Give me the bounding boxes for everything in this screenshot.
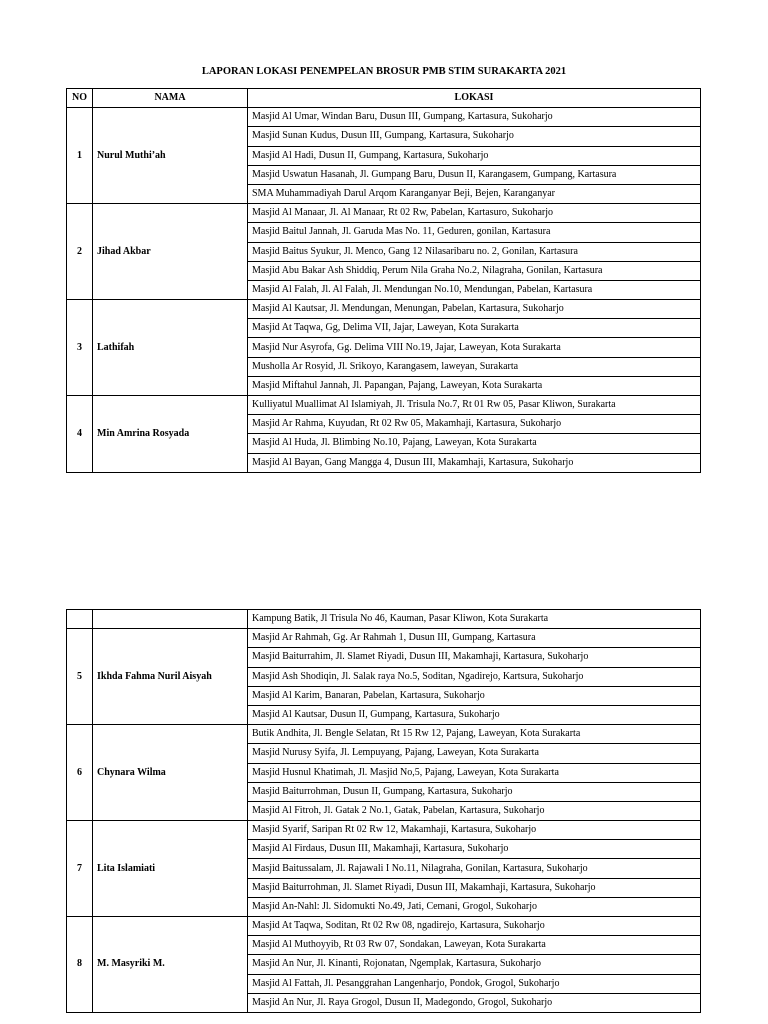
location-table-page-2 <box>66 609 701 1013</box>
row-location: Masjid At Taqwa, Soditan, Rt 02 Rw 08, ngadirejo, Kartasura, Sukoharjo <box>248 917 701 936</box>
row-location: Masjid Al Fattah, Jl. Pesanggrahan Langenharjo, Pondok, Grogol, Sukoharjo <box>248 974 701 993</box>
table-row <box>67 396 701 415</box>
row-name: Lathifah <box>93 300 248 396</box>
table-header-row <box>67 89 701 108</box>
row-location: Masjid Nur Asyrofa, Gg. Delima VIII No.19, Jajar, Laweyan, Kota Surakarta <box>248 338 701 357</box>
row-name <box>93 610 248 629</box>
location-table-page-1 <box>66 88 701 473</box>
row-location: Masjid Al Huda, Jl. Blimbing No.10, Pajang, Laweyan, Kota Surakarta <box>248 434 701 453</box>
table-row <box>67 629 701 648</box>
row-location: Masjid Baitus Syukur, Jl. Menco, Gang 12 Nilasaribaru no. 2, Gonilan, Kartasura <box>248 242 701 261</box>
row-number: 8 <box>67 917 93 1013</box>
row-location: Masjid Baiturrahim, Jl. Slamet Riyadi, Dusun III, Makamhaji, Kartasura, Sukoharjo <box>248 648 701 667</box>
table-row <box>67 300 701 319</box>
row-name: Jihad Akbar <box>93 204 248 300</box>
row-name: Ikhda Fahma Nuril Aisyah <box>93 629 248 725</box>
row-location: Masjid An Nur, Jl. Raya Grogol, Dusun II, Madegondo, Grogol, Sukoharjo <box>248 993 701 1012</box>
row-location: SMA Muhammadiyah Darul Arqom Karanganyar Beji, Bejen, Karanganyar <box>248 184 701 203</box>
row-location: Masjid Al Muthoyyib, Rt 03 Rw 07, Sondakan, Laweyan, Kota Surakarta <box>248 936 701 955</box>
row-location: Masjid Abu Bakar Ash Shiddiq, Perum Nila Graha No.2, Nilagraha, Gonilan, Kartasura <box>248 261 701 280</box>
table-row <box>67 610 701 629</box>
row-location: Masjid Al Bayan, Gang Mangga 4, Dusun III, Makamhaji, Kartasura, Sukoharjo <box>248 453 701 472</box>
row-number <box>67 610 93 629</box>
table-row <box>67 108 701 127</box>
row-location: Masjid Ar Rahma, Kuyudan, Rt 02 Rw 05, Makamhaji, Kartasura, Sukoharjo <box>248 415 701 434</box>
row-location: Masjid Al Kautsar, Dusun II, Gumpang, Kartasura, Sukoharjo <box>248 705 701 724</box>
row-name: Min Amrina Rosyada <box>93 396 248 473</box>
row-location: Masjid Sunan Kudus, Dusun III, Gumpang, Kartasura, Sukoharjo <box>248 127 701 146</box>
row-location: Masjid Al Manaar, Jl. Al Manaar, Rt 02 Rw, Pabelan, Kartasuro, Sukoharjo <box>248 204 701 223</box>
row-number: 1 <box>67 108 93 204</box>
row-location: Butik Andhita, Jl. Bengle Selatan, Rt 15 Rw 12, Pajang, Laweyan, Kota Surakarta <box>248 725 701 744</box>
row-location: Masjid Miftahul Jannah, Jl. Papangan, Pajang, Laweyan, Kota Surakarta <box>248 376 701 395</box>
header-no: NO <box>67 89 93 108</box>
row-location: Masjid Al Falah, Jl. Al Falah, Jl. Mendungan No.10, Mendungan, Pabelan, Kartasura <box>248 280 701 299</box>
row-name: Chynara Wilma <box>93 725 248 821</box>
table-row <box>67 204 701 223</box>
report-title: LAPORAN LOKASI PENEMPELAN BROSUR PMB STIM SURAKARTA 2021 <box>201 66 567 77</box>
header-lokasi: LOKASI <box>248 89 701 108</box>
row-number: 4 <box>67 396 93 473</box>
row-location: Masjid Baitussalam, Jl. Rajawali I No.11, Nilagraha, Gonilan, Kartasura, Sukoharjo <box>248 859 701 878</box>
row-location: Masjid An Nur, Jl. Kinanti, Rojonatan, Ngemplak, Kartasura, Sukoharjo <box>248 955 701 974</box>
row-location: Masjid At Taqwa, Gg, Delima VII, Jajar, Laweyan, Kota Surakarta <box>248 319 701 338</box>
row-name: Nurul Muthi’ah <box>93 108 248 204</box>
row-location: Masjid Al Karim, Banaran, Pabelan, Kartasura, Sukoharjo <box>248 686 701 705</box>
row-name: Lita Islamiati <box>93 821 248 917</box>
row-number: 2 <box>67 204 93 300</box>
row-location: Masjid Al Firdaus, Dusun III, Makamhaji, Kartasura, Sukoharjo <box>248 840 701 859</box>
row-number: 6 <box>67 725 93 821</box>
row-location: Masjid Baiturrohman, Dusun II, Gumpang, Kartasura, Sukoharjo <box>248 782 701 801</box>
row-location: Masjid Baiturrohman, Jl. Slamet Riyadi, Dusun III, Makamhaji, Kartasura, Sukoharjo <box>248 878 701 897</box>
row-location: Masjid Husnul Khatimah, Jl. Masjid No,5, Pajang, Laweyan, Kota Surakarta <box>248 763 701 782</box>
row-name: M. Masyriki M. <box>93 917 248 1013</box>
row-location: Kulliyatul Muallimat Al Islamiyah, Jl. Trisula No.7, Rt 01 Rw 05, Pasar Kliwon, Surakarta <box>248 396 701 415</box>
row-location: Masjid An-Nahl: Jl. Sidomukti No.49, Jati, Cemani, Grogol, Sukoharjo <box>248 897 701 916</box>
row-location: Masjid Al Umar, Windan Baru, Dusun III, Gumpang, Kartasura, Sukoharjo <box>248 108 701 127</box>
row-location: Masjid Syarif, Saripan Rt 02 Rw 12, Makamhaji, Kartasura, Sukoharjo <box>248 821 701 840</box>
row-location: Masjid Uswatun Hasanah, Jl. Gumpang Baru, Dusun II, Karangasem, Gumpang, Kartasura <box>248 165 701 184</box>
table-row <box>67 917 701 936</box>
table-row <box>67 725 701 744</box>
row-location: Masjid Ash Shodiqin, Jl. Salak raya No.5, Soditan, Ngadirejo, Kartsura, Sukoharjo <box>248 667 701 686</box>
row-location: Kampung Batik, Jl Trisula No 46, Kauman, Pasar Kliwon, Kota Surakarta <box>248 610 701 629</box>
row-location: Masjid Al Kautsar, Jl. Mendungan, Menungan, Pabelan, Kartasura, Sukoharjo <box>248 300 701 319</box>
row-location: Masjid Al Fitroh, Jl. Gatak 2 No.1, Gatak, Pabelan, Kartasura, Sukoharjo <box>248 801 701 820</box>
header-nama: NAMA <box>93 89 248 108</box>
row-number: 5 <box>67 629 93 725</box>
table-row <box>67 821 701 840</box>
row-location: Masjid Ar Rahmah, Gg. Ar Rahmah 1, Dusun III, Gumpang, Kartasura <box>248 629 701 648</box>
row-number: 7 <box>67 821 93 917</box>
row-location: Musholla Ar Rosyid, Jl. Srikoyo, Karangasem, laweyan, Surakarta <box>248 357 701 376</box>
row-location: Masjid Nurusy Syifa, Jl. Lempuyang, Pajang, Laweyan, Kota Surakarta <box>248 744 701 763</box>
row-location: Masjid Al Hadi, Dusun II, Gumpang, Kartasura, Sukoharjo <box>248 146 701 165</box>
row-location: Masjid Baitul Jannah, Jl. Garuda Mas No. 11, Geduren, gonilan, Kartasura <box>248 223 701 242</box>
row-number: 3 <box>67 300 93 396</box>
